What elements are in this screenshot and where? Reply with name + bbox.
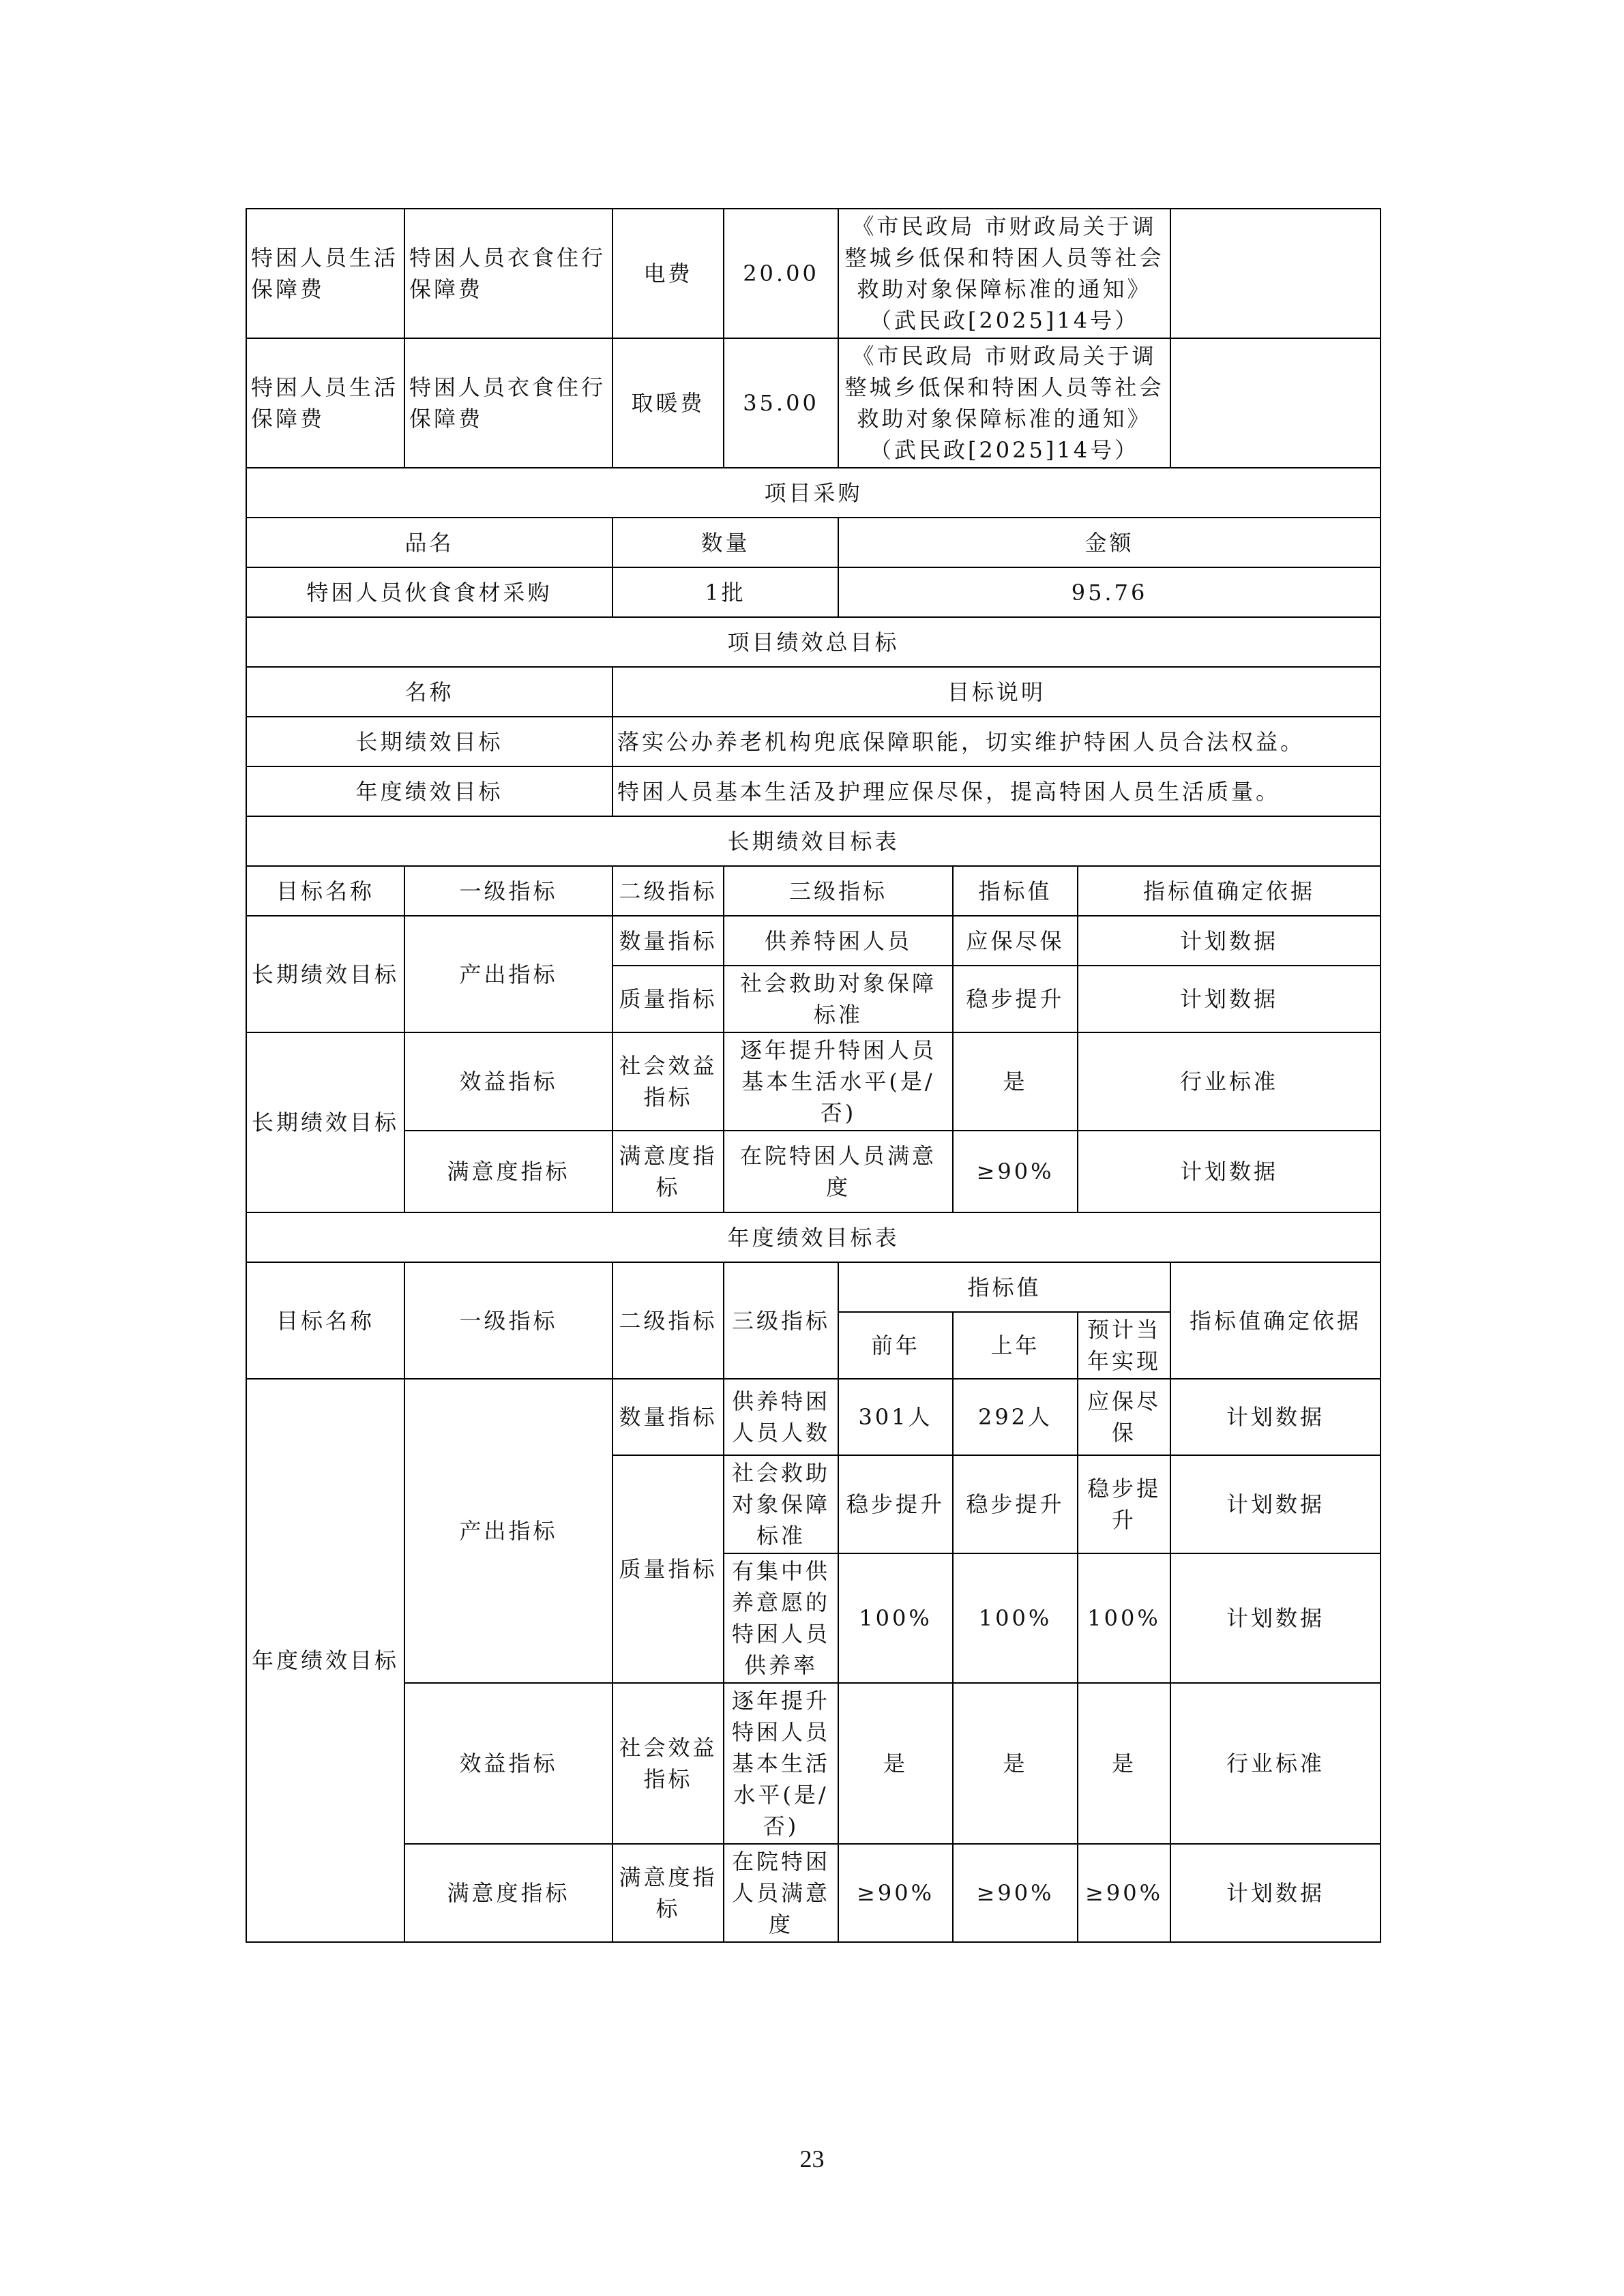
lt-basis: 计划数据 (1078, 966, 1381, 1032)
lt-header-l3: 三级指标 (724, 866, 953, 916)
an-expected: 稳步提升 (1078, 1455, 1170, 1553)
lt-header-value: 指标值 (953, 866, 1078, 916)
an-header-goal: 目标名称 (246, 1262, 404, 1379)
an-row (246, 1379, 1381, 1455)
lt-row (246, 1131, 1381, 1212)
an-header-prev: 前年 (838, 1312, 953, 1379)
lt-header-basis: 指标值确定依据 (1078, 866, 1381, 916)
an-l3: 在院特困人员满意度 (724, 1844, 838, 1942)
an-last: 292人 (953, 1379, 1078, 1455)
overall-goals-header-row (246, 667, 1381, 717)
expense-category: 特困人员生活保障费 (246, 209, 404, 338)
lt-header-goal: 目标名称 (246, 866, 404, 916)
an-expected: ≥90% (1078, 1844, 1170, 1942)
lt-basis: 计划数据 (1078, 916, 1381, 966)
lt-goal: 长期绩效目标 (246, 916, 404, 1032)
lt-value: 稳步提升 (953, 966, 1078, 1032)
overall-goals-title-row (246, 617, 1381, 667)
procurement-header-row (246, 518, 1381, 567)
lt-row (246, 916, 1381, 966)
lt-basis: 计划数据 (1078, 1131, 1381, 1212)
annual-title-row (246, 1212, 1381, 1262)
budget-performance-table (246, 208, 1381, 1943)
procurement-header-quantity: 数量 (612, 518, 838, 567)
procurement-header-amount: 金额 (838, 518, 1381, 567)
lt-l3: 逐年提升特困人员基本生活水平(是/否) (724, 1032, 953, 1131)
an-header-expected: 预计当年实现 (1078, 1312, 1170, 1379)
overall-goal-desc: 特困人员基本生活及护理应保尽保，提高特困人员生活质量。 (612, 766, 1381, 816)
expense-row (246, 209, 1381, 338)
an-header-l3: 三级指标 (724, 1262, 838, 1379)
expense-remark (1170, 338, 1381, 468)
overall-goal-desc: 落实公办养老机构兜底保障职能，切实维护特困人员合法权益。 (612, 717, 1381, 766)
an-header-basis: 指标值确定依据 (1170, 1262, 1381, 1379)
long-term-title: 长期绩效目标表 (246, 816, 1381, 866)
expense-amount: 35.00 (724, 338, 838, 468)
expense-basis: 《市民政局 市财政局关于调整城乡低保和特困人员等社会救助对象保障标准的通知》（武民政[2025]14号） (838, 209, 1170, 338)
overall-goal-row (246, 717, 1381, 766)
an-l2: 社会效益指标 (612, 1683, 724, 1844)
an-l3: 有集中供养意愿的特困人员供养率 (724, 1553, 838, 1683)
overall-goal-row (246, 766, 1381, 816)
lt-header-l1: 一级指标 (404, 866, 612, 916)
an-header-last: 上年 (953, 1312, 1078, 1379)
an-l1: 产出指标 (404, 1379, 612, 1683)
lt-l2: 社会效益指标 (612, 1032, 724, 1131)
annual-header-row (246, 1262, 1381, 1312)
an-expected: 应保尽保 (1078, 1379, 1170, 1455)
an-last: 100% (953, 1553, 1078, 1683)
lt-l3: 社会救助对象保障标准 (724, 966, 953, 1032)
long-term-header-row (246, 866, 1381, 916)
lt-header-l2: 二级指标 (612, 866, 724, 916)
an-last: 是 (953, 1683, 1078, 1844)
expense-subcategory: 特困人员衣食住行保障费 (404, 209, 612, 338)
an-basis: 计划数据 (1170, 1844, 1381, 1942)
an-basis: 计划数据 (1170, 1553, 1381, 1683)
lt-l3: 在院特困人员满意度 (724, 1131, 953, 1212)
procurement-quantity: 1批 (612, 567, 838, 617)
annual-title: 年度绩效目标表 (246, 1212, 1381, 1262)
an-l3: 社会救助对象保障标准 (724, 1455, 838, 1553)
lt-l2: 质量指标 (612, 966, 724, 1032)
an-header-l1: 一级指标 (404, 1262, 612, 1379)
procurement-header-name: 品名 (246, 518, 612, 567)
overall-goal-name: 年度绩效目标 (246, 766, 612, 816)
an-basis: 计划数据 (1170, 1455, 1381, 1553)
lt-l2: 数量指标 (612, 916, 724, 966)
an-header-value: 指标值 (838, 1262, 1170, 1312)
an-prev: 100% (838, 1553, 953, 1683)
expense-item: 取暖费 (612, 338, 724, 468)
an-last: ≥90% (953, 1844, 1078, 1942)
overall-goals-title: 项目绩效总目标 (246, 617, 1381, 667)
expense-row (246, 338, 1381, 468)
expense-subcategory: 特困人员衣食住行保障费 (404, 338, 612, 468)
lt-value: 是 (953, 1032, 1078, 1131)
long-term-title-row (246, 816, 1381, 866)
page-number: 23 (799, 2145, 825, 2173)
an-expected: 100% (1078, 1553, 1170, 1683)
expense-item: 电费 (612, 209, 724, 338)
lt-value: 应保尽保 (953, 916, 1078, 966)
an-prev: 301人 (838, 1379, 953, 1455)
an-l2: 满意度指标 (612, 1844, 724, 1942)
procurement-name: 特困人员伙食食材采购 (246, 567, 612, 617)
an-expected: 是 (1078, 1683, 1170, 1844)
procurement-title-row (246, 468, 1381, 518)
lt-l2: 满意度指标 (612, 1131, 724, 1212)
procurement-title: 项目采购 (246, 468, 1381, 518)
an-basis: 计划数据 (1170, 1379, 1381, 1455)
an-l2: 数量指标 (612, 1379, 724, 1455)
an-l3: 逐年提升特困人员基本生活水平(是/否) (724, 1683, 838, 1844)
expense-basis: 《市民政局 市财政局关于调整城乡低保和特困人员等社会救助对象保障标准的通知》（武民政[2025]14号） (838, 338, 1170, 468)
an-l2: 质量指标 (612, 1455, 724, 1683)
overall-goal-name: 长期绩效目标 (246, 717, 612, 766)
lt-l1: 满意度指标 (404, 1131, 612, 1212)
an-basis: 行业标准 (1170, 1683, 1381, 1844)
lt-l1: 效益指标 (404, 1032, 612, 1131)
an-prev: ≥90% (838, 1844, 953, 1942)
lt-basis: 行业标准 (1078, 1032, 1381, 1131)
an-prev: 是 (838, 1683, 953, 1844)
lt-row (246, 1032, 1381, 1131)
an-l3: 供养特困人员人数 (724, 1379, 838, 1455)
an-l1: 满意度指标 (404, 1844, 612, 1942)
overall-goals-header-desc: 目标说明 (612, 667, 1381, 717)
an-prev: 稳步提升 (838, 1455, 953, 1553)
lt-l3: 供养特困人员 (724, 916, 953, 966)
an-header-l2: 二级指标 (612, 1262, 724, 1379)
expense-remark (1170, 209, 1381, 338)
lt-goal: 长期绩效目标 (246, 1032, 404, 1212)
procurement-amount: 95.76 (838, 567, 1381, 617)
an-last: 稳步提升 (953, 1455, 1078, 1553)
procurement-row (246, 567, 1381, 617)
an-row (246, 1683, 1381, 1844)
overall-goals-header-name: 名称 (246, 667, 612, 717)
lt-value: ≥90% (953, 1131, 1078, 1212)
expense-category: 特困人员生活保障费 (246, 338, 404, 468)
an-goal: 年度绩效目标 (246, 1379, 404, 1942)
an-l1: 效益指标 (404, 1683, 612, 1844)
expense-amount: 20.00 (724, 209, 838, 338)
lt-l1: 产出指标 (404, 916, 612, 1032)
an-row (246, 1844, 1381, 1942)
